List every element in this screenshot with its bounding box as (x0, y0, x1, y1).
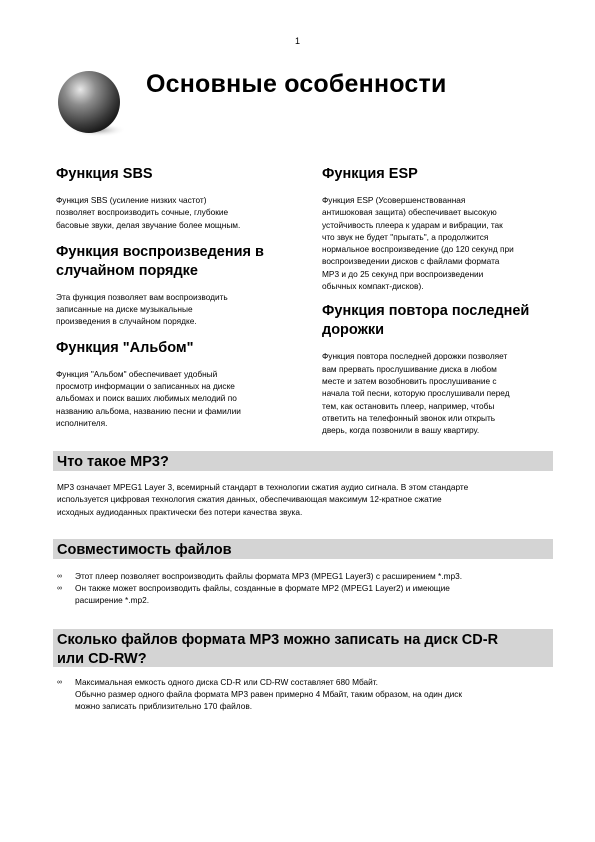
text-line: басовые звуки, делая звучание более мощным. (56, 219, 241, 230)
section-heading (322, 302, 554, 340)
heading-line: Сколько файлов формата MP3 можно записать на диск CD-R (57, 632, 499, 648)
text-line: исходных аудиоданных практически без потери качества звука. (57, 506, 303, 517)
list-item (57, 571, 552, 583)
section-text (56, 291, 301, 328)
text-line: Функция ESP (Усовершенствованная (322, 195, 466, 205)
text-line: дверь, когда позвонили в вашу квартиру. (322, 425, 480, 436)
section-text (56, 194, 301, 231)
list-item (57, 677, 552, 712)
text-line: Функция "Альбом" обеспечивает удобный (56, 368, 218, 379)
section-repeat (322, 302, 554, 436)
mp3-text (57, 481, 557, 518)
section-heading: Что такое MP3? (57, 454, 169, 470)
text-line: Обычно размер одного файла формата MP3 равен примерно 4 Мбайт, таким образом, на один диск (75, 688, 463, 699)
text-line: исполнителя. (56, 417, 108, 428)
section-heading (56, 243, 301, 281)
count-list (57, 677, 552, 712)
compat-heading-bar (53, 539, 553, 559)
text-line: тем, как остановить плеер, например, чтобы (322, 400, 495, 411)
heading-line: Функция повтора последней (322, 303, 530, 320)
bullet-icon: ∞ (57, 573, 62, 580)
section-album (56, 339, 301, 429)
list-item (57, 583, 552, 607)
count-heading-bar (53, 629, 553, 667)
text-line: Функция повтора последней дорожки позволяет (322, 351, 508, 362)
text-line: можно записать приблизительно 170 файлов. (75, 700, 253, 711)
text-line: записанные на диске музыкальные (56, 304, 193, 315)
text-line: ответить на телефонный звонок или открыть (322, 412, 496, 423)
text-line: что звук не будет "прыгать", а продолжится (322, 231, 489, 242)
text-line: используется цифровая технология сжатия данных, обеспечивающая максимум 12-кратное сжатие (57, 494, 442, 505)
bullet-icon: ∞ (57, 584, 62, 592)
text-line: альбомах и поиск ваших любимых мелодий по (56, 393, 237, 404)
mp3-heading-bar (53, 451, 553, 471)
heading-line: Функция воспроизведения в (56, 243, 264, 260)
heading-line: случайном порядке (56, 262, 198, 279)
section-heading: Функция ESP (322, 166, 418, 182)
left-column (56, 165, 301, 429)
text-line: Он также может воспроизводить файлы, созданные в формате MP2 (MPEG1 Layer2) и имеющие (75, 582, 450, 593)
text-line: начала той песни, которую прослушивали перед (322, 388, 510, 399)
section-heading: Функция SBS (56, 166, 153, 182)
text-line: названию альбома, названию песни и фамилии (56, 405, 241, 416)
text-line: Эта функция позволяет вам воспроизводить (56, 291, 228, 302)
text-line: Этот плеер позволяет воспроизводить файлы формата MP3 (MPEG1 Layer3) с расширением *.mp3. (75, 571, 463, 581)
section-heading: Совместимость файлов (57, 542, 232, 558)
section-text (322, 194, 554, 292)
text-line: обычных компакт-дисков). (322, 281, 424, 292)
compat-list (57, 571, 552, 606)
section-random (56, 243, 301, 328)
text-line: произведения в случайном порядке. (56, 316, 197, 327)
heading-line: или CD-RW? (57, 651, 147, 667)
sphere-icon (52, 66, 126, 140)
section-text (56, 368, 301, 429)
section-esp (322, 165, 554, 292)
text-line: Функция SBS (усиление низких частот) (56, 195, 207, 205)
text-line: Максимальная емкость одного диска CD-R или CD-RW составляет 680 Мбайт. (75, 677, 378, 687)
text-line: нормальное воспроизведение (до 120 секунд при (322, 244, 514, 255)
text-line: вам прервать прослушивание диска в любом (322, 363, 497, 374)
right-column (322, 165, 554, 436)
page-number: 1 (294, 36, 300, 46)
bullet-icon: ∞ (57, 679, 62, 686)
text-line: позволяет воспроизводить сочные, глубокие (56, 207, 229, 218)
text-line: устойчивость плеера к ударам и вибрации, так (322, 219, 503, 230)
section-text (322, 350, 554, 436)
heading-line: дорожки (322, 322, 385, 339)
text-line: MP3 и до 25 секунд при воспроизведении (322, 268, 484, 279)
text-line: просмотр информации о записанных на диске (56, 381, 235, 392)
text-line: антишоковая защита) обеспечивает высокую (322, 207, 497, 218)
page-title: Основные особенности (146, 70, 447, 98)
text-line: MP3 означает MPEG1 Layer 3, всемирный стандарт в технологии сжатия аудио сигнала. В этом стандарте (57, 482, 469, 492)
section-sbs (56, 165, 301, 231)
section-heading: Функция "Альбом" (56, 339, 194, 356)
text-line: месте и затем возобновить прослушивание с (322, 375, 497, 386)
text-line: воспроизведении дисков с файлами формата (322, 256, 500, 267)
section-heading (53, 629, 553, 669)
text-line: расширение *.mp2. (75, 594, 150, 605)
